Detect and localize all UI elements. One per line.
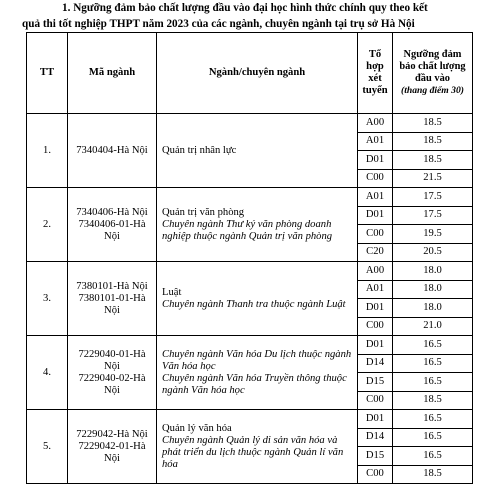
nguong-diem-cell: 21.0 [393, 317, 473, 336]
nguong-diem-cell: 18.5 [393, 132, 473, 151]
nguong-diem-cell: 20.5 [393, 243, 473, 262]
to-hop-cell: D01 [358, 206, 393, 225]
nguong-diem-cell: 18.5 [393, 391, 473, 410]
to-hop-cell: C00 [358, 317, 393, 336]
ma-nganh-cell [68, 262, 157, 336]
to-hop-cell: D01 [358, 336, 393, 355]
ma-nganh-code: 7340404-Hà Nội [76, 144, 148, 156]
ma-nganh-code: 7340406-01-Hà Nội [78, 218, 146, 242]
nganh-cell [157, 114, 358, 188]
ma-nganh-code: 7380101-Hà Nội [76, 280, 148, 292]
to-hop-cell: D15 [358, 447, 393, 466]
nganh-cell [157, 336, 358, 410]
row-number: 2. [27, 188, 68, 262]
ma-nganh-code: 7340406-Hà Nội [76, 206, 148, 218]
nguong-diem-cell: 16.5 [393, 447, 473, 466]
header-to-hop-line: Tổ [368, 49, 382, 60]
header-to-hop-line: tuyển [362, 85, 388, 96]
table-row [27, 114, 473, 133]
table-row [27, 188, 473, 207]
header-to-hop-line: xét [368, 73, 382, 84]
to-hop-cell: C00 [358, 225, 393, 244]
to-hop-cell: D01 [358, 299, 393, 318]
nguong-diem-cell: 17.5 [393, 188, 473, 207]
to-hop-cell: D01 [358, 410, 393, 429]
to-hop-cell: A01 [358, 132, 393, 151]
table-body [27, 114, 473, 484]
to-hop-cell: A01 [358, 188, 393, 207]
nganh-cell [157, 262, 358, 336]
header-nguong-line: Ngưỡng đảm [403, 49, 462, 60]
nganh-text: Quản trị văn phòng [162, 206, 245, 218]
ma-nganh-code: 7229042-Hà Nội [76, 428, 148, 440]
heading-line-2: quả thi tốt nghiệp THPT năm 2023 của các ngành, chuyên ngành tại trụ sở Hà Nội [22, 18, 415, 30]
nguong-diem-cell: 16.5 [393, 373, 473, 392]
header-ma-nganh: Mã ngành [68, 33, 157, 114]
row-number: 1. [27, 114, 68, 188]
nguong-diem-cell: 18.0 [393, 280, 473, 299]
chuyen-nganh-text: Chuyên ngành Văn hóa Truyền thông thuộc ngành Văn hóa học [162, 372, 347, 396]
to-hop-cell: D14 [358, 428, 393, 447]
ma-nganh-cell [68, 114, 157, 188]
to-hop-cell: C00 [358, 465, 393, 484]
to-hop-cell: A00 [358, 262, 393, 281]
nguong-diem-cell: 18.0 [393, 262, 473, 281]
row-number: 5. [27, 410, 68, 484]
chuyen-nganh-text: Chuyên ngành Thư ký văn phòng doanh nghiệp thuộc ngành Quản trị văn phòng [162, 218, 333, 242]
nguong-diem-cell: 17.5 [393, 206, 473, 225]
to-hop-cell: D01 [358, 151, 393, 170]
nganh-text: Luật [162, 286, 182, 298]
header-nguong-line: bảo chất lượng [399, 61, 466, 72]
to-hop-cell: D15 [358, 373, 393, 392]
header-nguong-line: đầu vào [415, 73, 450, 84]
nganh-text: Quản lý văn hóa [162, 422, 232, 434]
to-hop-cell: C20 [358, 243, 393, 262]
ma-nganh-code: 7229042-01-Hà Nội [78, 440, 146, 464]
chuyen-nganh-text: Chuyên ngành Văn hóa Du lịch thuộc ngành Văn hóa học [162, 348, 352, 372]
nguong-diem-cell: 16.5 [393, 336, 473, 355]
to-hop-cell: C00 [358, 169, 393, 188]
nguong-diem-cell: 18.5 [393, 114, 473, 133]
admission-threshold-table [26, 32, 473, 484]
nganh-cell [157, 410, 358, 484]
nguong-diem-cell: 18.5 [393, 465, 473, 484]
heading-line-1: 1. Ngưỡng đảm bảo chất lượng đầu vào đại học hình thức chính quy theo kết [62, 2, 428, 14]
nguong-diem-cell: 19.5 [393, 225, 473, 244]
header-to-hop-line: hợp [366, 61, 384, 72]
nguong-diem-cell: 18.0 [393, 299, 473, 318]
chuyen-nganh-text: Chuyên ngành Thanh tra thuộc ngành Luật [162, 298, 346, 310]
nguong-diem-cell: 16.5 [393, 410, 473, 429]
to-hop-cell: A00 [358, 114, 393, 133]
ma-nganh-code: 7229040-01-Hà Nội [78, 348, 146, 372]
chuyen-nganh-text: Chuyên ngành Quản lý di sản văn hóa và phát triển du lịch thuộc ngành Quản lí văn hóa [162, 434, 344, 470]
header-nganh: Ngành/chuyên ngành [157, 33, 358, 114]
nguong-diem-cell: 21.5 [393, 169, 473, 188]
table-row [27, 336, 473, 355]
nganh-text: Quản trị nhân lực [162, 144, 237, 156]
to-hop-cell: A01 [358, 280, 393, 299]
table-header-row [27, 33, 473, 114]
header-nguong [393, 33, 473, 114]
ma-nganh-cell [68, 410, 157, 484]
nganh-cell [157, 188, 358, 262]
row-number: 3. [27, 262, 68, 336]
header-to-hop [358, 33, 393, 114]
nguong-diem-cell: 16.5 [393, 428, 473, 447]
ma-nganh-code: 7229040-02-Hà Nội [78, 372, 146, 396]
nguong-diem-cell: 18.5 [393, 151, 473, 170]
header-nguong-note: (thang điểm 30) [401, 85, 464, 96]
header-tt: TT [27, 33, 68, 114]
to-hop-cell: C00 [358, 391, 393, 410]
row-number: 4. [27, 336, 68, 410]
ma-nganh-cell [68, 336, 157, 410]
table-row [27, 262, 473, 281]
ma-nganh-code: 7380101-01-Hà Nội [78, 292, 146, 316]
to-hop-cell: D14 [358, 354, 393, 373]
ma-nganh-cell [68, 188, 157, 262]
table-row [27, 410, 473, 429]
nguong-diem-cell: 16.5 [393, 354, 473, 373]
